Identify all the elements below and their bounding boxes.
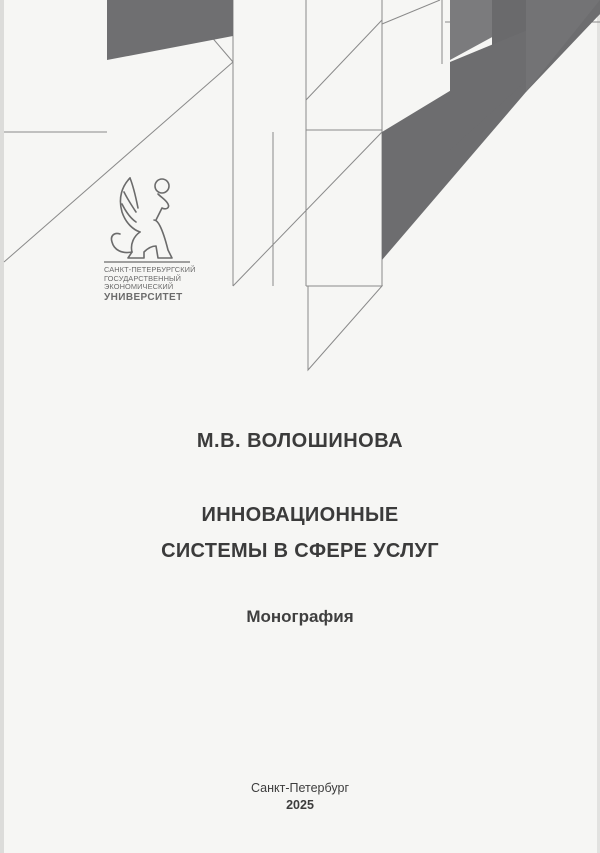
university-name-line: ЭКОНОМИЧЕСКИЙ xyxy=(104,282,174,292)
book-title xyxy=(0,497,600,569)
publication-city: Санкт-Петербург xyxy=(250,781,350,795)
book-genre: Монография xyxy=(246,607,354,626)
university-name-line: УНИВЕРСИТЕТ xyxy=(104,291,183,303)
author-name: М.В. ВОЛОШИНОВА xyxy=(196,430,404,452)
dark-block-top xyxy=(107,0,233,60)
university-name-line: САНКТ-ПЕТЕРБУРГСКИЙ xyxy=(104,265,196,274)
university-name xyxy=(104,266,195,303)
publication-year: 2025 xyxy=(286,798,314,812)
book-title-line: ИННОВАЦИОННЫЕ xyxy=(201,504,399,526)
book-title-line: СИСТЕМЫ В СФЕРЕ УСЛУГ xyxy=(161,540,439,562)
university-name-line: ГОСУДАРСТВЕННЫЙ xyxy=(104,273,182,283)
